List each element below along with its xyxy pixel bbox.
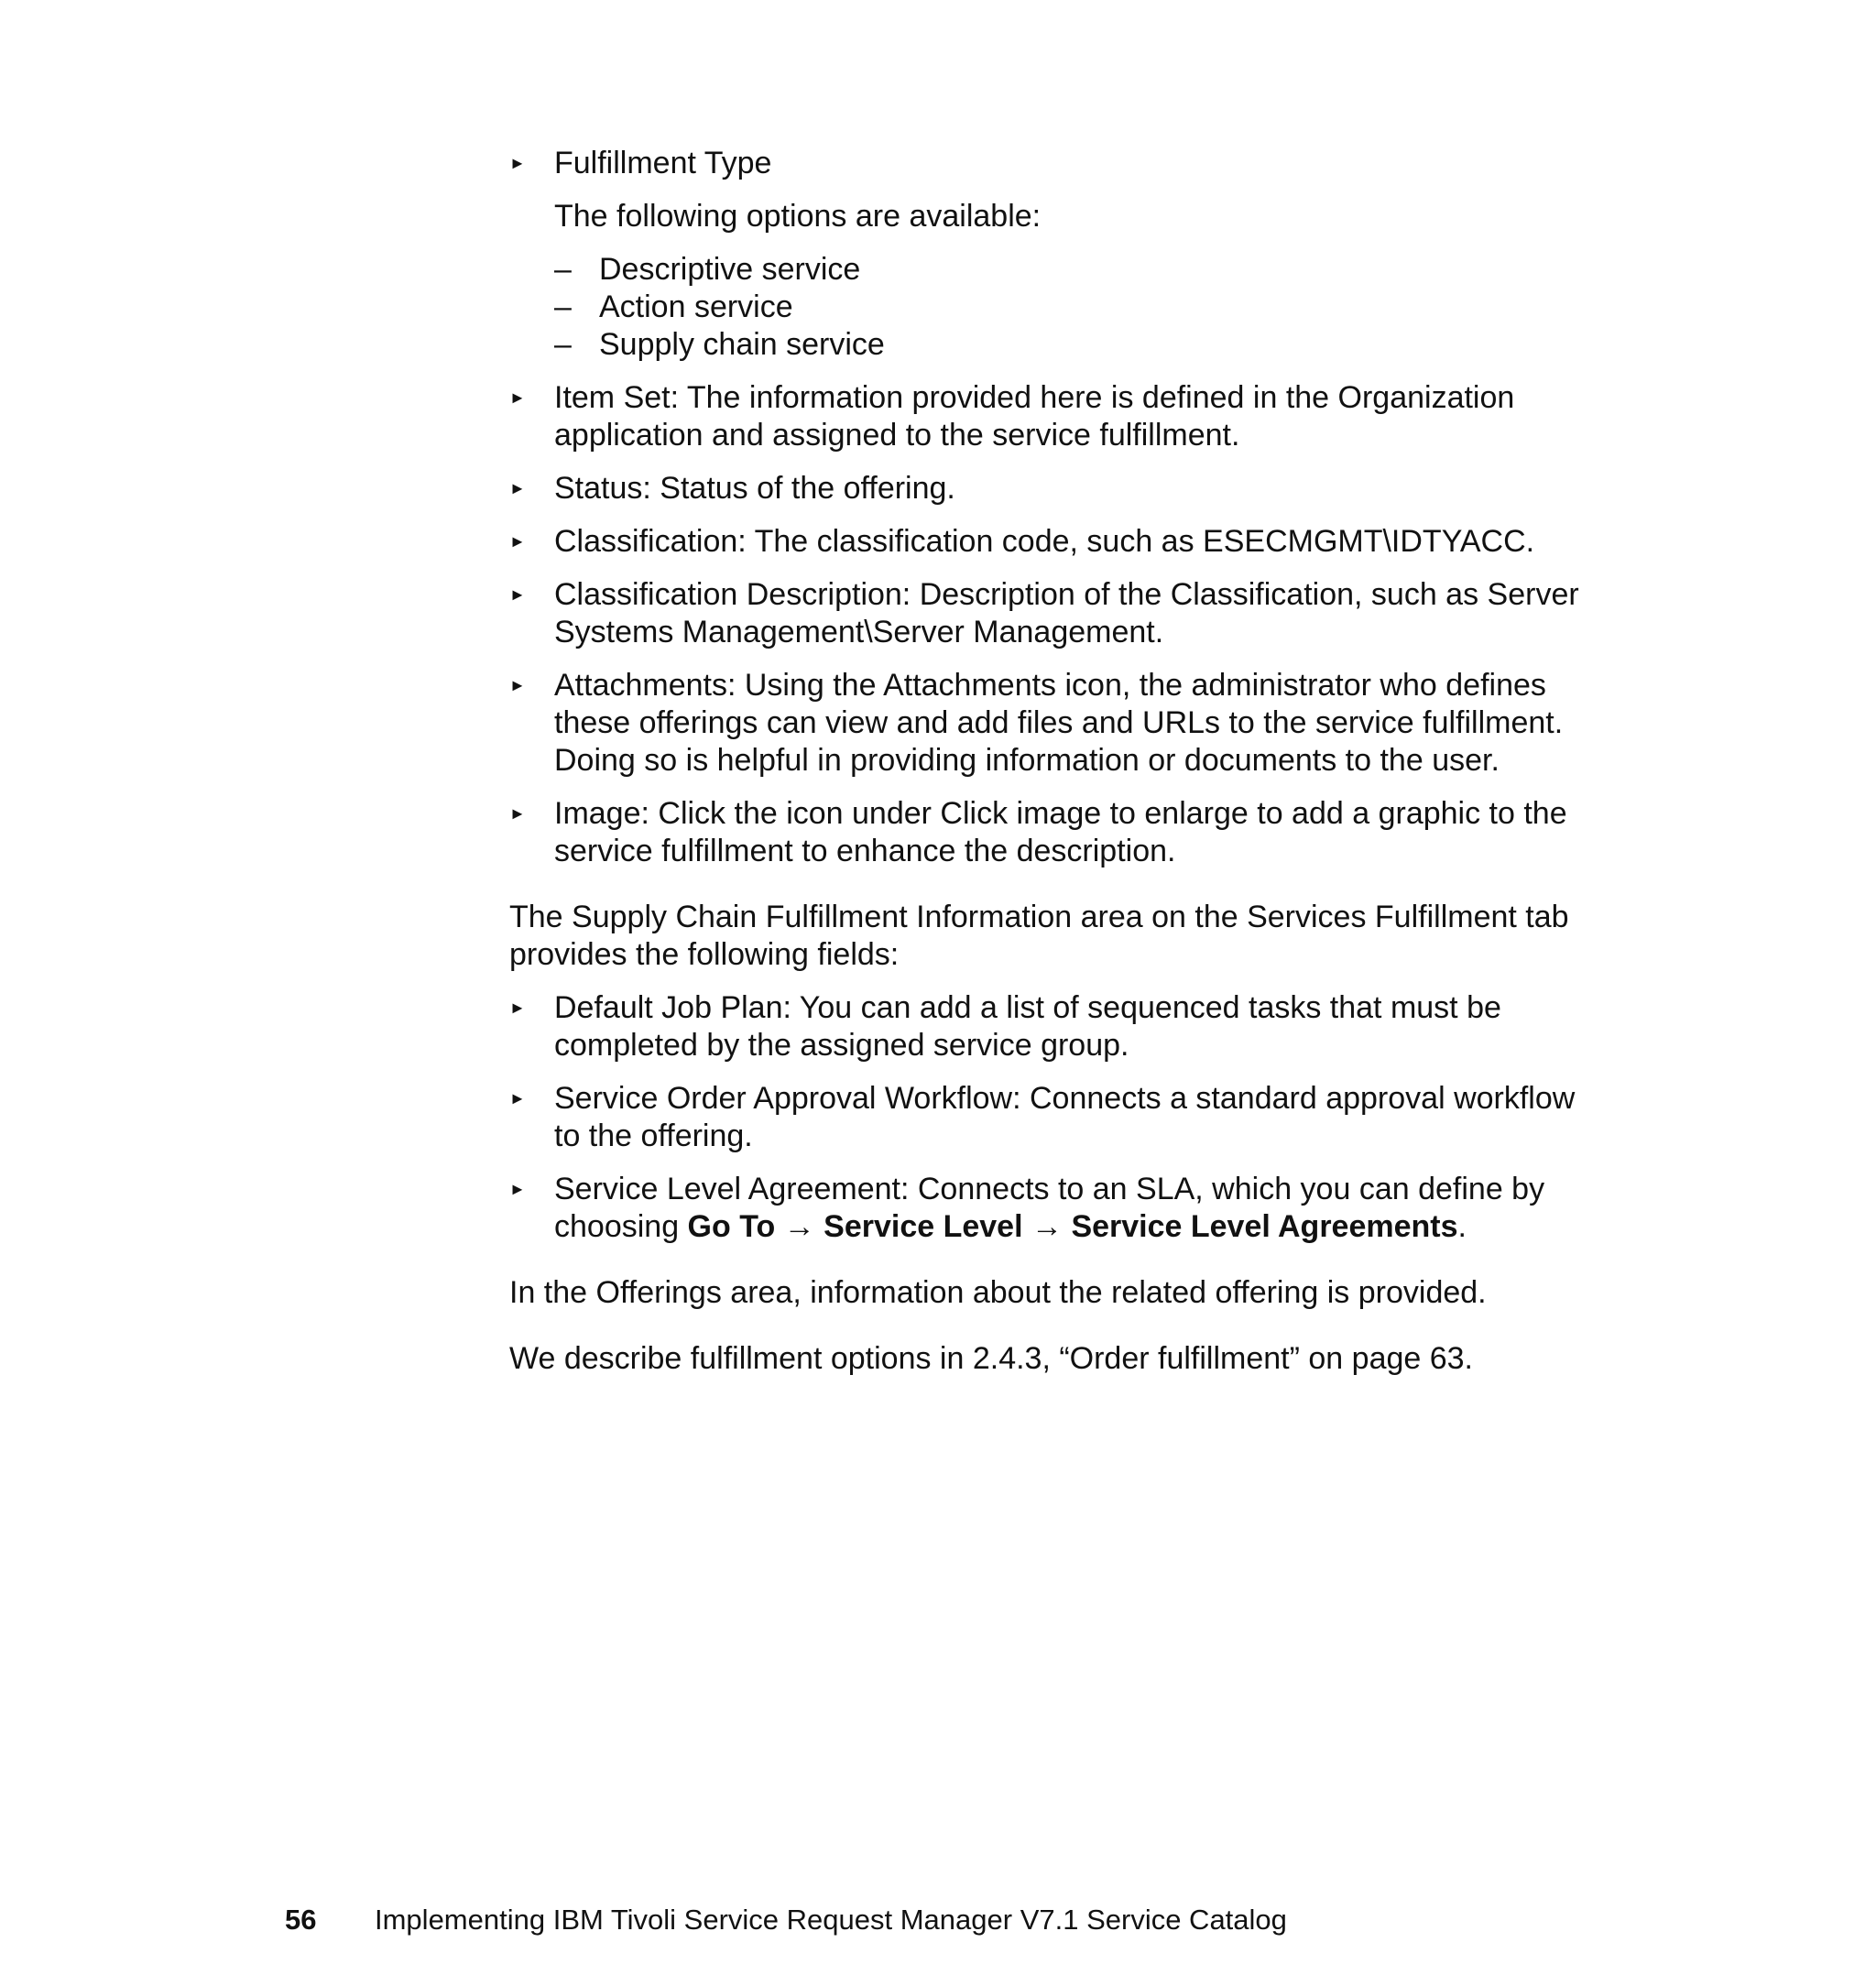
arrow-icon: → — [1031, 1209, 1063, 1244]
bullet-text: Image: Click the icon under Click image to enlarge to add a graphic to the service fulfillment to enhance the description. — [554, 796, 1567, 868]
bullet-approval-workflow — [509, 1080, 1609, 1155]
triangle-bullet-icon: ► — [509, 804, 526, 823]
bullet-text: Status: Status of the offering. — [554, 471, 955, 506]
supply-chain-paragraph: The Supply Chain Fulfillment Information area on the Services Fulfillment tab provides the following fields: — [509, 900, 1569, 972]
bullet-attachments — [509, 667, 1609, 780]
menu-path-sla: Service Level Agreements — [1071, 1209, 1458, 1244]
bullet-sla — [509, 1171, 1609, 1246]
bullet-text: Default Job Plan: You can add a list of sequenced tasks that must be completed by the assigned service group. — [554, 990, 1501, 1063]
bullet-text: Classification Description: Description of the Classification, such as Server Systems Management\Server Management. — [554, 577, 1579, 649]
options-intro: The following options are available: — [554, 199, 1042, 234]
bullet-text: Item Set: The information provided here is defined in the Organization application and assigned to the service fulfillment. — [554, 380, 1515, 453]
menu-path-goto: Go To — [687, 1209, 776, 1244]
triangle-bullet-icon: ► — [509, 154, 526, 172]
bullet-default-job-plan — [509, 989, 1609, 1064]
describe-paragraph: We describe fulfillment options in 2.4.3, “Order fulfillment” on page 63. — [509, 1341, 1474, 1376]
bullet-image — [509, 795, 1609, 870]
bullet-text: Classification: The classification code, such as ESECMGMT\IDTYACC. — [554, 524, 1535, 559]
dash-bullet-icon: – — [554, 289, 572, 324]
bullet-classification — [509, 523, 1609, 561]
page-number: 56 — [285, 1904, 317, 1936]
page-content — [509, 145, 1609, 1393]
dash-bullet-icon: – — [554, 252, 572, 287]
bullet-fulfillment-type — [509, 145, 1609, 182]
options-list — [554, 251, 1609, 364]
triangle-bullet-icon: ► — [509, 585, 526, 604]
menu-path-service-level: Service Level — [823, 1209, 1023, 1244]
triangle-bullet-icon: ► — [509, 1089, 526, 1108]
list-item: – Action service — [554, 289, 793, 324]
bullet-text: Service Level Agreement: Connects to an SLA, which you can define by choosing Go To → Service Level → Service Level Agreements. — [554, 1172, 1545, 1244]
triangle-bullet-icon: ► — [509, 532, 526, 551]
triangle-bullet-icon: ► — [509, 1180, 526, 1198]
bullet-item-set — [509, 379, 1609, 454]
bullet-text: Service Order Approval Workflow: Connects a standard approval workflow to the offering. — [554, 1081, 1576, 1153]
list-item: – Descriptive service — [554, 252, 861, 287]
arrow-icon: → — [783, 1209, 815, 1244]
list-item: – Supply chain service — [554, 327, 885, 362]
bullet-status — [509, 470, 1609, 507]
triangle-bullet-icon: ► — [509, 388, 526, 407]
offerings-paragraph: In the Offerings area, information about the related offering is provided. — [509, 1275, 1487, 1310]
book-title: Implementing IBM Tivoli Service Request Manager V7.1 Service Catalog — [375, 1904, 1287, 1936]
dash-bullet-icon: – — [554, 327, 572, 362]
bullet-classification-description — [509, 576, 1609, 651]
triangle-bullet-icon: ► — [509, 998, 526, 1017]
bullet-text: Attachments: Using the Attachments icon, the administrator who defines these offerings can view and add files and URLs to the service fulfillment. Doing so is helpful in providing information or documents to the user. — [554, 668, 1564, 778]
bullet-text: Fulfillment Type — [554, 146, 772, 180]
triangle-bullet-icon: ► — [509, 479, 526, 497]
page-footer — [285, 1902, 1287, 1938]
triangle-bullet-icon: ► — [509, 676, 526, 694]
